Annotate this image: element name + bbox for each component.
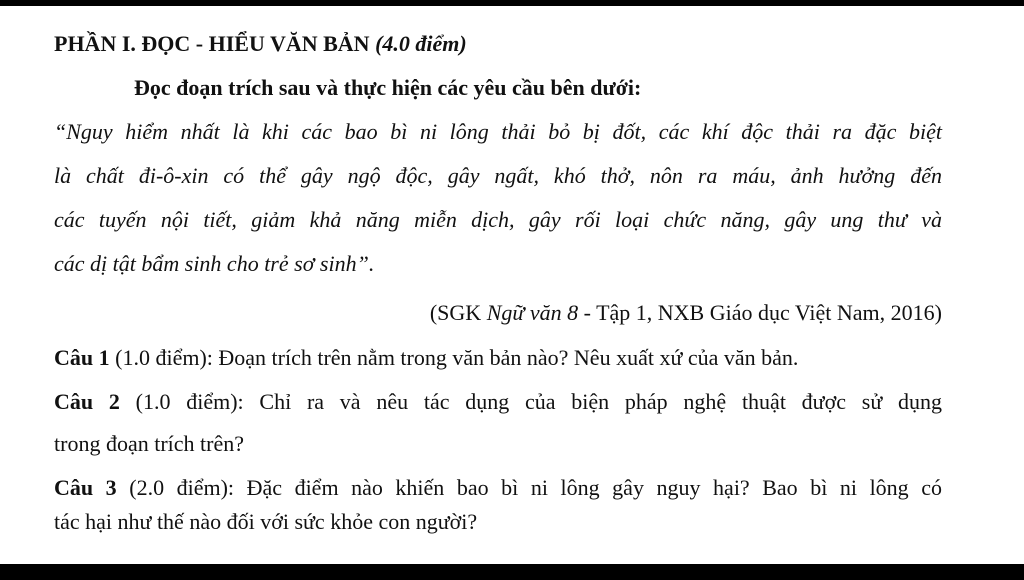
question-2-continuation: trong đoạn trích trên? — [54, 431, 244, 456]
question-3-continuation: tác hại như thế nào đối với sức khỏe con người? — [54, 509, 478, 534]
question-label: Câu 3 — [54, 475, 117, 500]
question-text: (1.0 điểm): Đoạn trích trên nằm trong văn bản nào? Nêu xuất xứ của văn bản. — [109, 345, 799, 370]
section-heading — [54, 30, 467, 58]
citation-prefix: (SGK — [429, 300, 487, 325]
citation-book: Ngữ văn 8 — [486, 300, 579, 325]
section-title: PHẦN I. ĐỌC - HIỂU VĂN BẢN — [54, 31, 370, 56]
passage-line: các dị tật bẩm sinh cho trẻ sơ sinh”. — [54, 251, 375, 276]
question-label: Câu 1 — [54, 345, 110, 370]
passage-line: là chất đi-ô-xin có thể gây ngộ độc, gây ngất, khó thở, nôn ra máu, ảnh hưởng đến — [54, 163, 942, 188]
citation-suffix: - Tập 1, NXB Giáo dục Việt Nam, 2016) — [578, 300, 942, 325]
reading-instruction: Đọc đoạn trích sau và thực hiện các yêu cầu bên dưới: — [134, 75, 642, 100]
question-2 — [54, 388, 942, 416]
document-page — [0, 6, 1024, 564]
question-text: (1.0 điểm): Chỉ ra và nêu tác dụng của biện pháp nghệ thuật được sử dụng — [119, 389, 942, 414]
section-points: (4.0 điểm) — [375, 31, 467, 56]
question-1 — [54, 344, 798, 372]
passage-line: “Nguy hiểm nhất là khi các bao bì ni lông thải bỏ bị đốt, các khí độc thải ra đặc biệt — [54, 119, 942, 144]
passage-line: các tuyến nội tiết, giảm khả năng miễn dịch, gây rối loại chức năng, gây ung thư và — [54, 207, 942, 232]
question-label: Câu 2 — [54, 389, 120, 414]
question-text: (2.0 điểm): Đặc điểm nào khiến bao bì ni lông gây nguy hại? Bao bì ni lông có — [116, 475, 942, 500]
question-3 — [54, 474, 942, 502]
passage-citation — [430, 299, 942, 327]
